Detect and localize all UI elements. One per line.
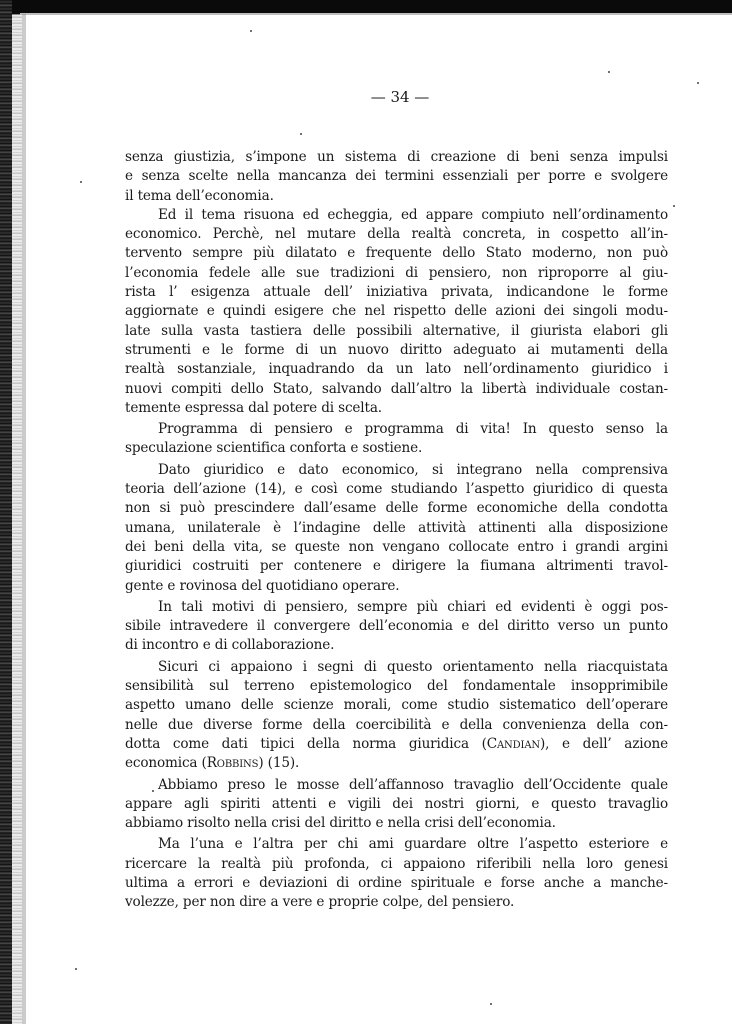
text-line: volezze, per non dire a vere e proprie colpe, del pensiero. bbox=[125, 894, 515, 911]
text-line: nuovi compiti dello Stato, salvando dall’altro la libertà individuale costan- bbox=[125, 380, 668, 397]
text-line: Ma l’una e l’altra per chi ami guardare oltre l’aspetto esteriore e bbox=[158, 836, 668, 853]
scan-speck bbox=[80, 181, 82, 183]
text-line: senza giustizia, s’impone un sistema di creazione di beni senza impulsi bbox=[125, 149, 668, 165]
text-line: abbiamo risolto nella crisi del diritto e nella crisi dell’economia. bbox=[125, 815, 556, 832]
text-line: speculazione scientifica conforta e sostiene. bbox=[125, 440, 423, 457]
paragraph bbox=[125, 835, 668, 912]
body-text bbox=[125, 148, 668, 913]
text-line: Abbiamo preso le mosse dell’affannoso travaglio dell’Occidente quale bbox=[158, 776, 668, 793]
paragraph bbox=[125, 461, 668, 596]
scan-binding-texture bbox=[12, 14, 22, 1024]
text-line: e senza scelte nella mancanza dei termini essenziali per porre e svolgere bbox=[125, 168, 668, 185]
paragraph bbox=[125, 148, 668, 206]
text-run: ), e dell’ azione bbox=[540, 735, 668, 752]
paragraph bbox=[125, 776, 668, 834]
text-line: nelle due diverse forme della coercibilità e della convenienza della con- bbox=[125, 716, 668, 733]
text-line: di incontro e di collaborazione. bbox=[125, 637, 335, 654]
text-line: dei beni della vita, se queste non vengano collocate entro i grandi argini bbox=[125, 538, 668, 555]
text-line bbox=[125, 735, 668, 754]
scan-speck bbox=[608, 71, 610, 73]
text-line: giuridici costruiti per contenere e dirigere la fiumana altrimenti travol- bbox=[125, 558, 668, 575]
author-name-candian: Candian bbox=[486, 735, 540, 752]
text-line: gente e rovinosa del quotidiano operare. bbox=[125, 577, 400, 594]
scan-speck bbox=[250, 30, 252, 32]
text-line: il tema dell’economia. bbox=[125, 187, 274, 204]
paragraph bbox=[125, 206, 668, 418]
text-line: strumenti e le forme di un nuovo diritto adeguato ai mutamenti della bbox=[125, 341, 668, 358]
scan-speck bbox=[673, 205, 675, 207]
page-number: — 34 — bbox=[370, 88, 430, 106]
text-line: appare agli spiriti attenti e vigili dei nostri giorni, e questo travaglio bbox=[125, 795, 668, 812]
text-line: In tali motivi di pensiero, sempre più chiari ed evidenti è oggi pos- bbox=[158, 598, 668, 615]
text-line: teoria dell’azione (14), e così come studiando l’aspetto giuridico di questa bbox=[125, 481, 668, 498]
text-line: Ed il tema risuona ed echeggia, ed appare compiuto nell’ordinamento bbox=[158, 206, 668, 223]
text-line: sibile intravedere il convergere dell’economia e del diritto verso un punto bbox=[125, 618, 668, 635]
text-line: l’economia fedele alle sue tradizioni di pensiero, non riproporre al giu- bbox=[125, 264, 668, 281]
text-run: dotta come dati tipici della norma giuridica ( bbox=[125, 735, 487, 752]
text-line: temente espressa dal potere di scelta. bbox=[125, 399, 382, 416]
text-line: non si può prescindere dall’esame delle forme economiche della condotta bbox=[125, 500, 668, 517]
scan-speck bbox=[697, 82, 699, 84]
paragraph bbox=[125, 598, 668, 656]
scan-speck bbox=[152, 790, 154, 792]
scan-binding-edge bbox=[0, 0, 12, 1024]
text-line: tervento sempre più dilatato e frequente dello Stato moderno, non può bbox=[125, 245, 668, 262]
text-line bbox=[125, 754, 668, 773]
text-line: economico. Perchè, nel mutare della realtà concreta, in cospetto all’in- bbox=[125, 226, 668, 243]
author-name-robbins: Robbins bbox=[206, 755, 259, 772]
text-run: ) (15). bbox=[258, 755, 300, 772]
text-line: ultima a errori e deviazioni di ordine spirituale e forse anche a manche- bbox=[125, 874, 668, 891]
paragraph bbox=[125, 420, 668, 459]
scan-top-edge-highlight bbox=[20, 13, 732, 15]
scan-speck bbox=[490, 1003, 492, 1005]
scan-speck bbox=[75, 968, 77, 970]
text-line: Sicuri ci appaiono i segni di questo orientamento nella riacquistata bbox=[158, 658, 668, 675]
scan-binding-shadow bbox=[22, 14, 26, 1024]
text-line: ricercare la realtà più profonda, ci appaiono riferibili nella loro genesi bbox=[125, 855, 668, 872]
text-line: sensibilità sul terreno epistemologico del fondamentale insopprimibile bbox=[125, 678, 668, 695]
text-line: rista l’ esigenza attuale dell’ iniziativa privata, indicandone le forme bbox=[125, 284, 668, 301]
text-line: realtà sostanziale, inquadrando da un lato nell’ordinamento giuridico i bbox=[125, 361, 668, 378]
text-line: aggiornate e quindi esigere che nel rispetto delle azioni dei singoli modu- bbox=[125, 303, 668, 320]
text-line: late sulla vasta tastiera delle possibili alternative, il giurista elabori gli bbox=[125, 322, 668, 339]
text-run: economica ( bbox=[125, 755, 207, 772]
text-line: Programma di pensiero e programma di vita! In questo senso la bbox=[158, 421, 668, 438]
scan-speck bbox=[300, 133, 302, 135]
text-line: Dato giuridico e dato economico, si integrano nella comprensiva bbox=[158, 461, 668, 478]
paragraph bbox=[125, 658, 668, 774]
text-line: aspetto umano delle scienze morali, come studio sistematico dell’operare bbox=[125, 697, 668, 714]
text-line: umana, unilaterale è l’indagine delle attività attinenti alla disposizione bbox=[125, 519, 668, 536]
